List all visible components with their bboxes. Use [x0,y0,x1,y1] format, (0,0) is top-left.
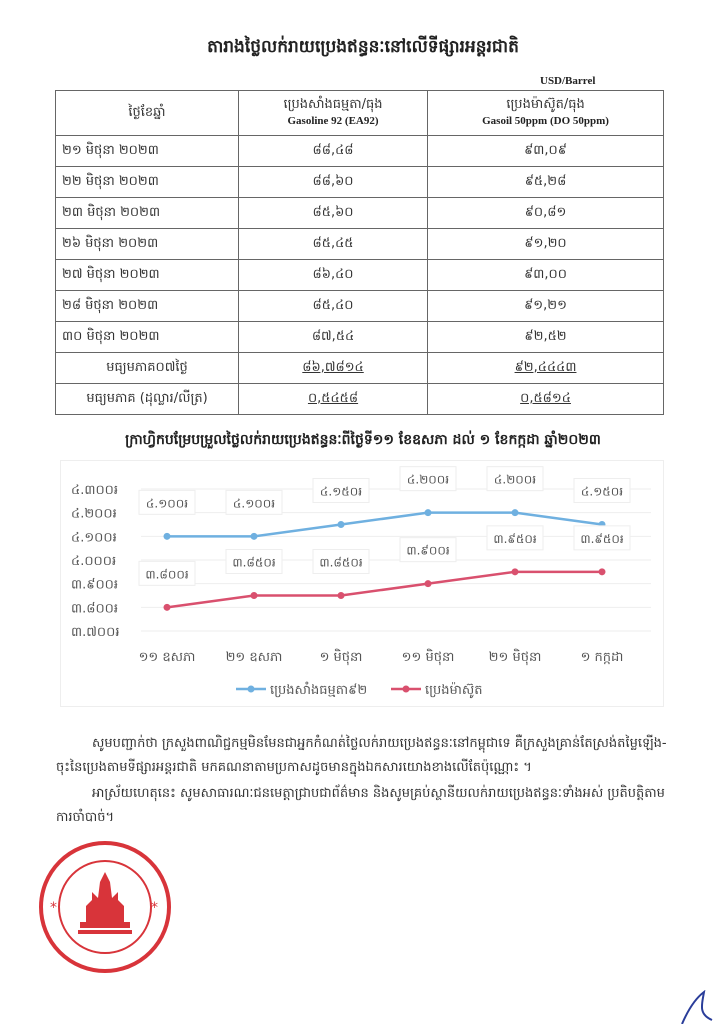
cell-gasoline: ៨៥,៤០ [239,291,428,322]
data-label: ៣.៩៥០៛ [493,531,537,546]
avg-liter-diesel: ០,៥៨១៤ [520,390,571,406]
avg7-gasoline: ៨៦,៧៨១៤ [302,359,364,375]
header-diesel-en: Gasoil 50ppm (DO 50ppm) [482,115,609,127]
cell-diesel: ៩៣,០០ [428,260,664,291]
data-label: ៤.១៥០៛ [580,484,624,499]
cell-diesel: ៩៥,២៨ [428,167,664,198]
cell-date: ២១ មិថុនា ២០២៣ [56,136,239,167]
data-label: ៣.៩០០៛ [406,543,450,558]
data-point [599,568,606,575]
data-label: ៤.១០០៛ [145,496,189,511]
cell-diesel: ៩០,៨១ [428,198,664,229]
x-tick-label: ២១ មិថុនា [488,650,542,665]
table-row [56,198,664,229]
cell-diesel: ៩១,២០ [428,229,664,260]
data-point [164,533,171,540]
cell-gasoline: ៨៦,៤០ [239,260,428,291]
cell-date: ២៨ មិថុនា ២០២៣ [56,291,239,322]
avg7-label: មធ្យមភាគ០៧ថ្ងៃ [56,353,239,384]
x-tick-label: ១១ មិថុនា [401,650,455,665]
data-point [251,592,258,599]
cell-date: ២៧ មិថុនា ២០២៣ [56,260,239,291]
table-row [56,136,664,167]
y-tick-label: ៤.១០០៛ [71,530,117,546]
data-label: ៣.៨៥០៛ [232,555,276,570]
data-label: ៤.១០០៛ [232,496,276,511]
data-label: ៣.៨៥០៛ [319,555,363,570]
cell-gasoline: ៨៨,៤៨ [239,136,428,167]
cell-diesel: ៩៣,០៩ [428,136,664,167]
table-row [56,260,664,291]
x-tick-label: ១១ ឧសភា [138,650,196,665]
data-label: ៤.១៥០៛ [319,484,363,499]
data-point [251,533,258,540]
legend-label: ប្រេងសាំងធម្មតា៩២ [270,683,368,698]
y-tick-label: ៤.២០០៛ [71,506,117,522]
x-tick-label: ១ កក្កដា [580,650,624,665]
table-row [56,291,664,322]
y-tick-label: ៤.៣០០៛ [71,483,118,498]
legend-label: ប្រេងម៉ាស៊ូត [425,683,483,698]
y-tick-label: ៤.០០០៛ [71,554,117,569]
cell-gasoline: ៨៨,៦០ [239,167,428,198]
data-point [425,580,432,587]
cell-date: ២២ មិថុនា ២០២៣ [56,167,239,198]
cell-date: ២៦ មិថុនា ២០២៣ [56,229,239,260]
series-line-1 [167,572,602,608]
avg-liter-gasoline: ០,៥៤៥៨ [307,390,359,406]
cell-gasoline: ៨៥,៦០ [239,198,428,229]
signature [678,990,718,1024]
data-point [338,592,345,599]
cell-gasoline: ៨៥,៤៥ [239,229,428,260]
data-label: ៣.៩៥០៛ [580,531,624,546]
avg7-diesel: ៩២,៤៤៤៣ [514,359,577,375]
paragraph-2: អាស្រ័យហេតុនេះ សូមសាធារណៈជនមេត្តាជ្រាបជាព័ត៌មាន និងសូមគ្រប់ស្ថានីយលក់រាយប្រេងឥន្ធនៈទាំងអស់ ប្រតិបត្តិតាមការចាំបាច់។ [56,786,665,825]
table-row-avg7 [56,353,664,384]
data-point [338,521,345,528]
y-tick-label: ៣.៨០០៛ [71,601,118,617]
data-point [512,509,519,516]
data-point [512,568,519,575]
header-diesel-kh: ប្រេងម៉ាស៊ូត/ធុង [506,97,585,112]
legend-marker [248,686,255,693]
x-tick-label: ១ មិថុនា [319,650,363,665]
header-gasoline-en: Gasoline 92 (EA92) [287,115,379,127]
data-label: ៣.៨០០៛ [145,567,189,582]
document-title: តារាងថ្លៃលក់រាយប្រេងឥន្ធនៈនៅលើទីផ្សារអន្តរជាតិ [207,37,519,57]
header-gasoline-kh: ប្រេងសាំងធម្មតា/ធុង [283,97,383,112]
table-row-avg-liter [56,384,664,415]
legend-marker [403,686,410,693]
data-point [425,509,432,516]
paragraph-1: សូមបញ្ជាក់ថា ក្រសួងពាណិជ្ជកម្មមិនមែនជាអ្នកកំណត់ថ្លៃលក់រាយប្រេងឥន្ធនៈនៅកម្ពុជាទេ គឺក្រសួងគ្រាន់តែស្រង់តម្លៃឡើង-ចុះនៃប្រេងតាមទីផ្សារអន្តរជាតិ មកគណនាតាមប្រកាសដូចមានក្នុងឯកសារយោងខាងលើតែប៉ុណ្ណោះ ។ [56,736,667,775]
header-gasoline [239,91,428,136]
data-label: ៤.២០០៛ [493,472,537,487]
cell-date: ២៣ មិថុនា ២០២៣ [56,198,239,229]
unit-label: USD/Barrel [540,75,596,87]
table-row [56,167,664,198]
header-date: ថ្ងៃខែឆ្នាំ [56,91,239,136]
header-diesel [428,91,664,136]
table-row [56,229,664,260]
y-tick-label: ៣.៩០០៛ [71,577,118,593]
price-line-chart [60,460,664,707]
svg-text:*: * [50,900,57,916]
svg-text:*: * [151,900,158,916]
data-label: ៤.២០០៛ [406,472,450,487]
cell-gasoline: ៨៧,៥៤ [239,322,428,353]
cell-date: ៣០ មិថុនា ២០២៣ [56,322,239,353]
data-point [164,604,171,611]
table-row [56,322,664,353]
table-header-row [56,91,664,136]
price-table [55,90,664,415]
y-tick-label: ៣.៧០០៛ [71,625,120,640]
cell-diesel: ៩១,២១ [428,291,664,322]
avg-liter-label: មធ្យមភាគ (ដុល្លារ/លីត្រ) [56,384,239,415]
ministry-stamp [38,840,172,974]
x-tick-label: ២១ ឧសភា [225,650,283,665]
cell-diesel: ៩២,៥២ [428,322,664,353]
chart-title: ក្រាហ្វិកបម្រែបម្រួលថ្លៃលក់រាយប្រេងឥន្ធនៈពីថ្ងៃទី១១ ខែឧសភា ដល់ ១ ខែកក្កដា ឆ្នាំ២០២៣ [125,432,601,448]
